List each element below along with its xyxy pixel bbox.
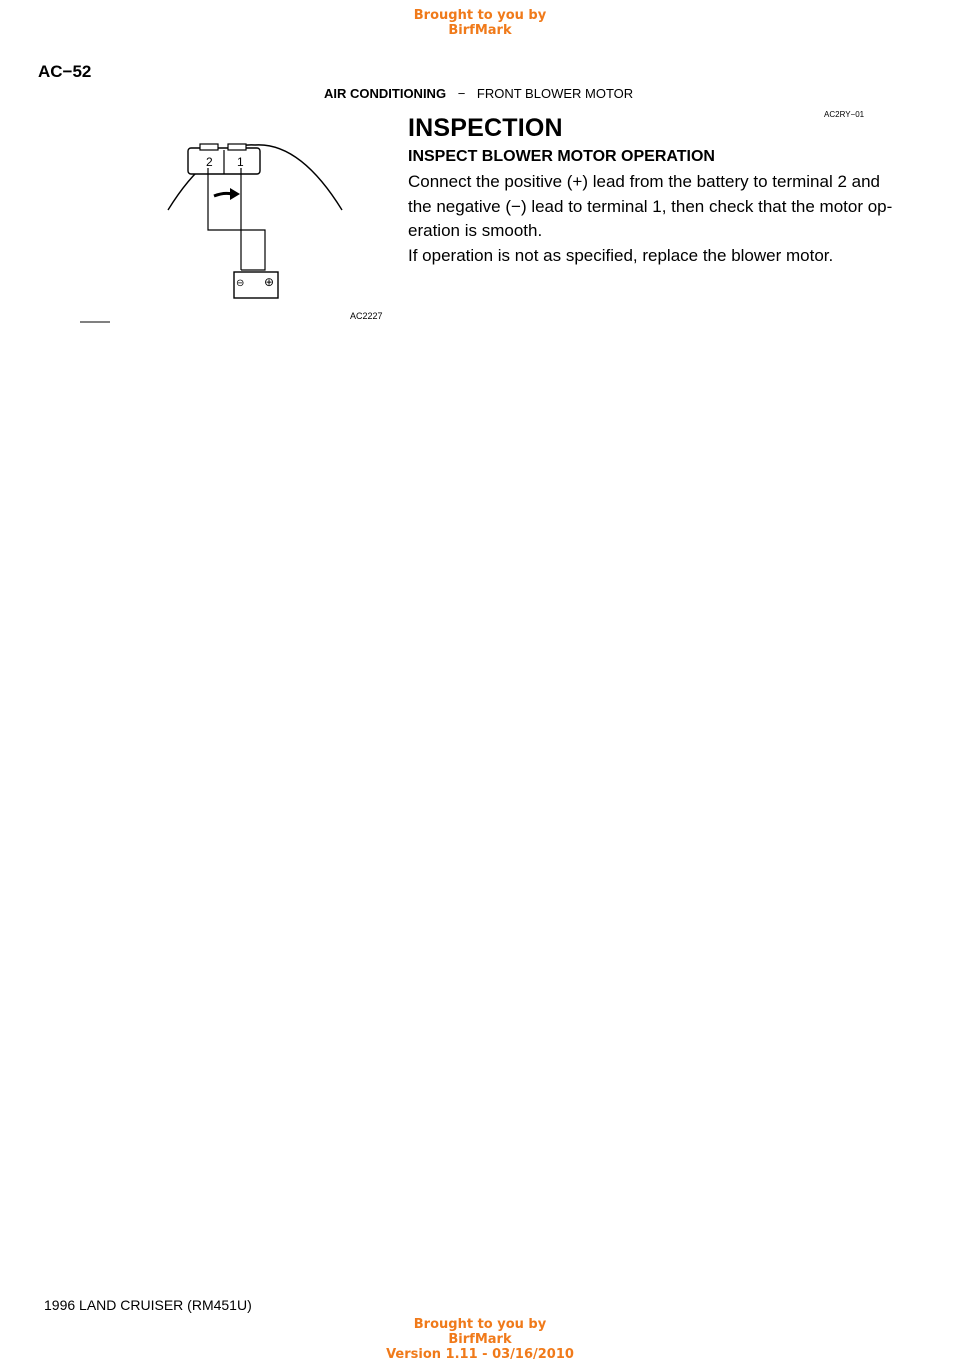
watermark-top: Brought to you by BirfMark bbox=[413, 8, 547, 38]
battery-negative-terminal: ⊖ bbox=[236, 278, 245, 289]
header-separator: − bbox=[457, 86, 466, 101]
procedure-heading: INSPECT BLOWER MOTOR OPERATION bbox=[408, 148, 715, 165]
section-title: AIR CONDITIONING bbox=[324, 86, 447, 101]
body-line: If operation is not as specified, replace the blower motor. bbox=[408, 245, 834, 265]
terminal-2-label: 2 bbox=[206, 155, 213, 169]
blower-motor-wiring-diagram bbox=[60, 130, 400, 330]
figure-id: AC2227 bbox=[350, 311, 383, 321]
subsection-title: FRONT BLOWER MOTOR bbox=[476, 86, 634, 101]
procedure-text bbox=[408, 170, 898, 268]
watermark-version: Version 1.11 - 03/16/2010 bbox=[386, 1347, 574, 1362]
battery-positive-terminal: ⊕ bbox=[264, 275, 275, 289]
body-line: Connect the positive (+) lead from the battery to terminal 2 and bbox=[408, 172, 880, 191]
watermark-line: Brought to you by BirfMark bbox=[413, 1317, 547, 1347]
page-number: AC−52 bbox=[38, 62, 92, 81]
rotation-arrow-head bbox=[230, 188, 240, 200]
body-line: eration is smooth. bbox=[408, 221, 543, 240]
terminal-1-label: 1 bbox=[237, 155, 244, 169]
footer-model: 1996 LAND CRUISER (RM451U) bbox=[44, 1297, 252, 1313]
page-heading: INSPECTION bbox=[408, 114, 563, 142]
positive-lead-wire bbox=[208, 168, 265, 270]
body-line: the negative (−) lead to terminal 1, then check that the motor op- bbox=[408, 196, 893, 216]
watermark-bottom bbox=[380, 1317, 580, 1362]
connector-tab-right bbox=[228, 144, 246, 150]
rotation-arrow-shaft bbox=[214, 193, 232, 196]
connector-tab-left bbox=[200, 144, 218, 150]
section-header bbox=[324, 86, 633, 101]
document-code: AC2RY−01 bbox=[824, 110, 865, 119]
